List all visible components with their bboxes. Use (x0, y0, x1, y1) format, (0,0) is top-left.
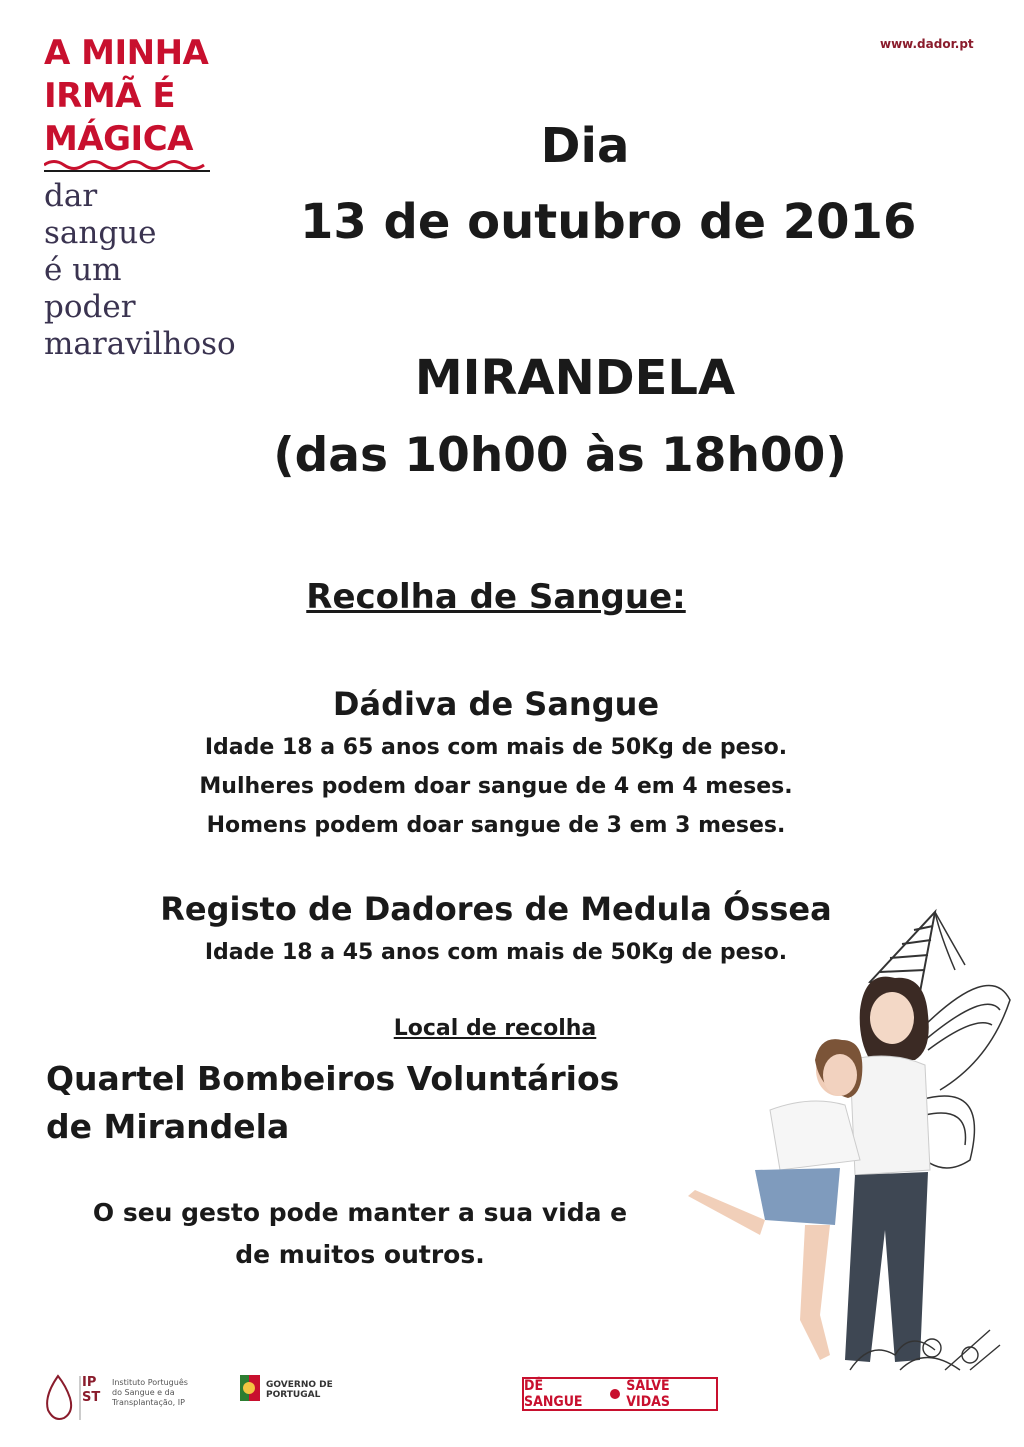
location-address (46, 1055, 619, 1151)
campaign-title (44, 32, 244, 161)
location-label: Local de recolha (393, 1016, 597, 1041)
campaign-title-line: A MINHA (44, 33, 209, 73)
cta-left-text: DÊ SANGUE (524, 1378, 583, 1410)
campaign-subtitle-line: dar (44, 178, 98, 214)
donation-requirement: Idade 18 a 65 anos com mais de 50Kg de peso. (204, 735, 788, 760)
sisters-fairy-illustration (670, 900, 1020, 1400)
government-logo-text (266, 1380, 346, 1400)
ipst-name-line: Transplantação, IP (112, 1398, 185, 1407)
blood-drop-icon (610, 1389, 620, 1399)
closing-line: de muitos outros. (235, 1240, 485, 1269)
gov-line: GOVERNO DE (266, 1380, 333, 1390)
day-label: Dia (540, 118, 630, 174)
logo-divider (44, 170, 210, 172)
cta-right-text: SALVE VIDAS (626, 1378, 671, 1410)
ipst-name (112, 1378, 212, 1408)
closing-message (60, 1192, 660, 1276)
collection-heading: Recolha de Sangue: (306, 577, 686, 617)
marrow-title: Registo de Dadores de Medula Óssea (160, 890, 832, 928)
ipst-mark: IP ST (82, 1375, 101, 1405)
donation-requirement: Homens podem doar sangue de 3 em 3 meses. (206, 813, 786, 838)
event-city: MIRANDELA (414, 350, 736, 406)
location-line: Quartel Bombeiros Voluntários (46, 1059, 620, 1098)
ipst-name-line: Instituto Português (112, 1378, 188, 1387)
event-hours: (das 10h00 às 18h00) (273, 428, 847, 483)
campaign-subtitle-line: é um (44, 252, 122, 288)
campaign-title-line: MÁGICA (44, 119, 193, 159)
website-url: www.dador.pt (880, 37, 974, 51)
campaign-subtitle-line: poder (44, 289, 136, 325)
ipst-name-line: do Sangue e da (112, 1388, 175, 1397)
donate-blood-banner (522, 1377, 718, 1411)
campaign-subtitle-line: maravilhoso (44, 326, 236, 362)
event-date: 13 de outubro de 2016 (300, 194, 917, 250)
campaign-subtitle-line: sangue (44, 215, 157, 251)
marrow-requirement: Idade 18 a 45 anos com mais de 50Kg de peso. (204, 940, 788, 965)
closing-line: O seu gesto pode manter a sua vida e (92, 1198, 628, 1227)
campaign-title-line: IRMÃ É (44, 76, 176, 116)
donation-title: Dádiva de Sangue (332, 685, 660, 723)
location-line: de Mirandela (46, 1107, 290, 1146)
donation-requirement: Mulheres podem doar sangue de 4 em 4 meses. (199, 774, 793, 799)
portugal-emblem-icon (240, 1375, 262, 1403)
campaign-subtitle (44, 178, 284, 363)
gov-line: PORTUGAL (266, 1390, 321, 1400)
